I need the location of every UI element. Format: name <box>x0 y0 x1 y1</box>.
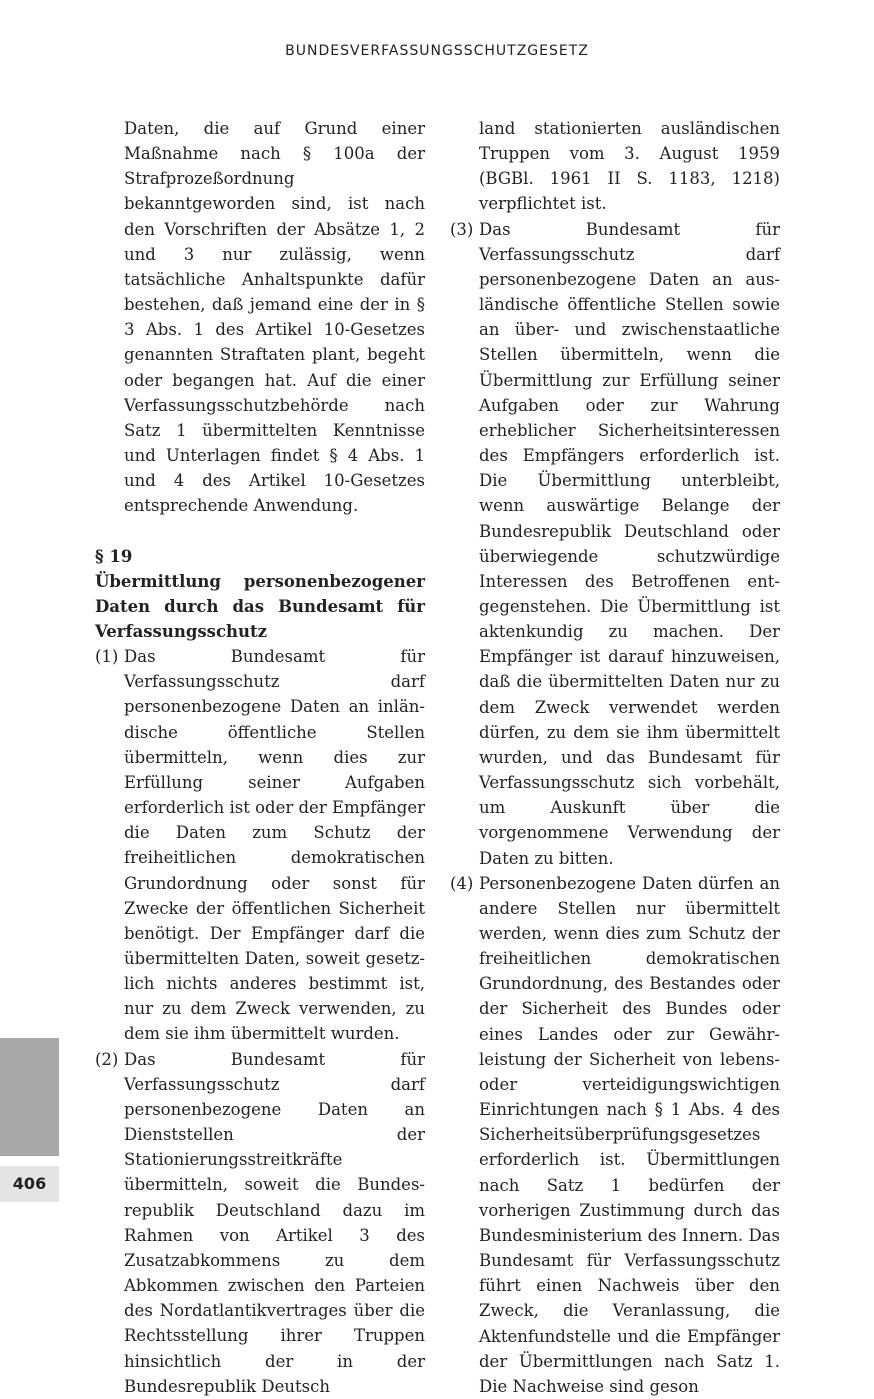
left-column <box>95 116 425 1399</box>
paragraph-text: Das Bundesamt für Verfassungsschutz darf personenbezogene Daten an Dienststellen der Stationierungsstreitkräfte übermitteln, soweit die Bundesrepublik Deutschland dazu im Rahmen von Artikel 3 des Zusatzabkommens zu dem Abkommen zwischen den Parteien des Nordatlantikvertrages über die Rechtsstellung ihrer Truppen hinsichtlich der in der Bundesrepublik Deutsch <box>124 1049 425 1396</box>
paragraph-number: (2) <box>95 1049 119 1069</box>
continuation-paragraph: Daten, die auf Grund einer Maßnahme nach § 100a der Strafprozeßordnung bekanntgeworden sind, ist nach den Vorschriften der Absätze 1, 2 und 3 nur zulässig, wenn tatsächliche Anhaltspunkte dafür bestehen, daß jemand eine der in § 3 Abs. 1 des Artikel 10-Gesetzes genannten Straftaten plant, begeht oder begangen hat. Auf die einer Verfassungsschutzbehörde nach Satz 1 übermittelten Kenntnisse und Unterlagen findet § 4 Abs. 1 und 4 des Artikel 10-Gesetzes entsprechende Anwendung. <box>124 119 425 516</box>
paragraph-item <box>95 644 425 1047</box>
paragraph-item <box>450 871 780 1399</box>
paragraph-text: Personenbezogene Daten dürfen an andere Stellen nur übermittelt werden, wenn dies zum Schutz der freiheitlichen demokratischen Grundordnung, des Bestandes oder der Sicherheit des Bundes oder eines Landes oder zur Gewährleistung der Sicherheit von lebens- oder verteidigungswichtigen Einrichtungen nach § 1 Abs. 4 des Sicherheitsüberprüfungsgesetzes erforderlich ist. Übermittlungen nach Satz 1 bedürfen der vorherigen Zustimmung durch das Bundesministerium des Innern. Das Bundesamt für Verfassungsschutz führt einen Nachweis über den Zweck, die Veranlassung, die Aktenfundstelle und die Empfänger der Übermittlungen nach Satz 1. Die Nachweise sind geson <box>479 873 780 1396</box>
paragraph-item <box>450 217 780 871</box>
page-number: 406 <box>0 1166 59 1202</box>
paragraph-text: Das Bundesamt für Verfassungsschutz darf personenbezogene Daten an ausländische öffentliche Stellen sowie an über- und zwischenstaatliche Stellen übermitteln, wenn die Übermittlung zur Erfüllung seiner Aufgaben oder zur Wahrung erheblicher Sicherheitsinteressen des Empfängers erforderlich ist. Die Übermittlung unterbleibt, wenn auswärtige Belange der Bundesrepublik Deutschland oder überwiegende schutzwürdige Interessen des Betroffenen entgegenstehen. Die Übermittlung ist aktenkundig zu machen. Der Empfänger ist darauf hinzuweisen, daß die übermittelten Daten nur zu dem Zweck verwendet werden dürfen, zu dem sie ihm übermittelt wurden, und das Bundesamt für Verfassungsschutz sich vorbehält, um Auskunft über die vorgenommene Verwendung der Daten zu bitten. <box>479 219 780 868</box>
paragraph-text: Das Bundesamt für Verfassungsschutz darf personenbezogene Daten an inländische öffentliche Stellen übermitteln, wenn dies zur Erfüllung seiner Aufgaben erforderlich ist oder der Empfänger die Daten zum Schutz der freiheitlichen demokratischen Grundordnung oder sonst für Zwecke der öffentlichen Sicherheit benötigt. Der Empfänger darf die übermittelten Daten, soweit gesetzlich nichts anderes bestimmt ist, nur zu dem Zweck verwenden, zu dem sie ihm übermittelt wurden. <box>124 647 425 1044</box>
paragraph-item <box>95 1047 425 1399</box>
paragraph-number: (4) <box>450 873 474 893</box>
continuation-paragraph: land stationierten ausländischen Truppen vom 3. August 1959 (BGBl. 1961 II S. 1183, 1218) verpflichtet ist. <box>479 119 780 214</box>
running-header: BUNDESVERFASSUNGSSCHUTZGESETZ <box>285 43 589 59</box>
thumb-index-tab <box>0 1038 59 1156</box>
right-column <box>450 116 780 1399</box>
section-spacer <box>95 519 425 544</box>
paragraph-number: (3) <box>450 219 474 239</box>
section-number: § 19 <box>95 546 133 566</box>
section-heading: Übermittlung personenbezogener Daten durch das Bundesamt für Verfassungsschutz <box>95 571 425 641</box>
paragraph-number: (1) <box>95 647 119 667</box>
